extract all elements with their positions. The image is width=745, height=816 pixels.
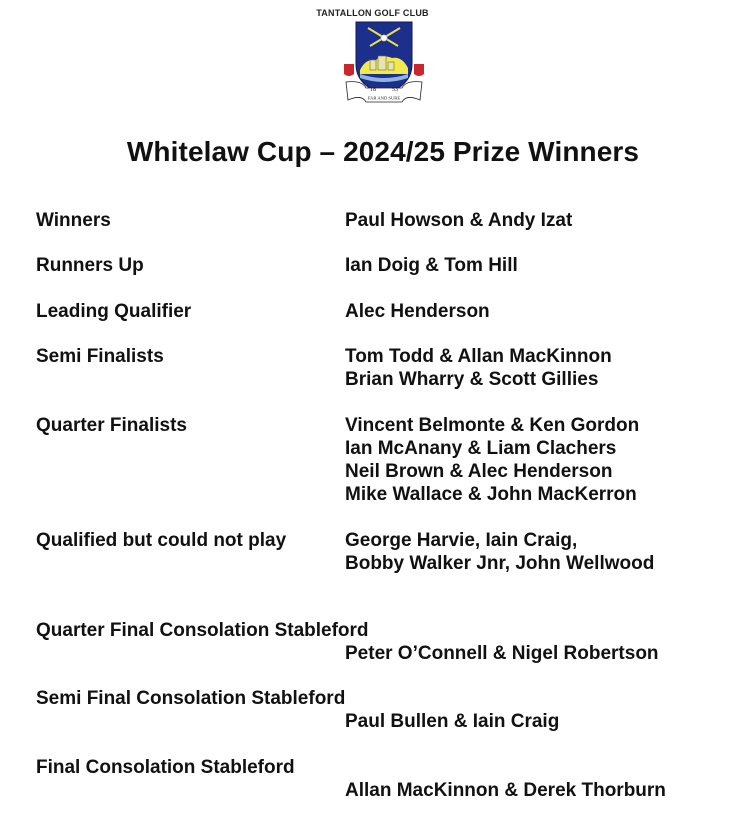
crest-year-right: 53 (392, 87, 398, 93)
winner-name: Paul Bullen & Iain Craig (345, 711, 560, 732)
winner-name: Mike Wallace & John MacKerron (345, 484, 637, 505)
row-value-final-consolation (345, 779, 666, 802)
row-value-qualified-not-play (345, 529, 654, 575)
row-value-winners (345, 209, 572, 232)
row-value-qf-consolation (345, 642, 659, 665)
winner-name: Alec Henderson (345, 301, 490, 322)
winner-name: Ian Doig & Tom Hill (345, 255, 518, 276)
row-label-leading-qualifier: Leading Qualifier (36, 301, 192, 322)
row-label-winners: Winners (36, 210, 111, 231)
row-label-qf-consolation: Quarter Final Consolation Stableford (36, 620, 369, 641)
row-label-qualified-not-play: Qualified but could not play (36, 530, 287, 551)
crest-motto: FAR AND SURE (367, 95, 401, 101)
crest-year-left: 18 (370, 87, 376, 93)
page-title: Whitelaw Cup – 2024/25 Prize Winners (126, 136, 640, 167)
winner-name: Allan MacKinnon & Derek Thorburn (345, 780, 666, 801)
winner-name: Bobby Walker Jnr, John Wellwood (345, 553, 655, 574)
winner-name: Vincent Belmonte & Ken Gordon (345, 415, 640, 436)
winner-name: Neil Brown & Alec Henderson (345, 461, 613, 482)
row-value-quarter-finalists (345, 414, 639, 506)
row-value-semi-finalists (345, 345, 612, 391)
row-label-final-consolation: Final Consolation Stableford (36, 757, 295, 778)
row-value-runners-up (345, 254, 518, 277)
winner-name: Brian Wharry & Scott Gillies (345, 369, 599, 390)
winner-name: George Harvie, Iain Craig, (345, 530, 578, 551)
winner-name: Paul Howson & Andy Izat (345, 210, 573, 231)
row-value-sf-consolation (345, 710, 559, 733)
row-label-quarter-finalists: Quarter Finalists (36, 415, 187, 436)
row-label-runners-up: Runners Up (36, 255, 144, 276)
winner-name: Peter O’Connell & Nigel Robertson (345, 643, 659, 664)
row-label-sf-consolation: Semi Final Consolation Stableford (36, 688, 346, 709)
club-name: TANTALLON GOLF CLUB (316, 8, 429, 18)
winner-name: Tom Todd & Allan MacKinnon (345, 346, 612, 367)
club-crest-logo (342, 20, 426, 104)
winner-name: Ian McAnany & Liam Clachers (345, 438, 617, 459)
row-value-leading-qualifier (345, 300, 490, 323)
row-label-semi-finalists: Semi Finalists (36, 346, 164, 367)
